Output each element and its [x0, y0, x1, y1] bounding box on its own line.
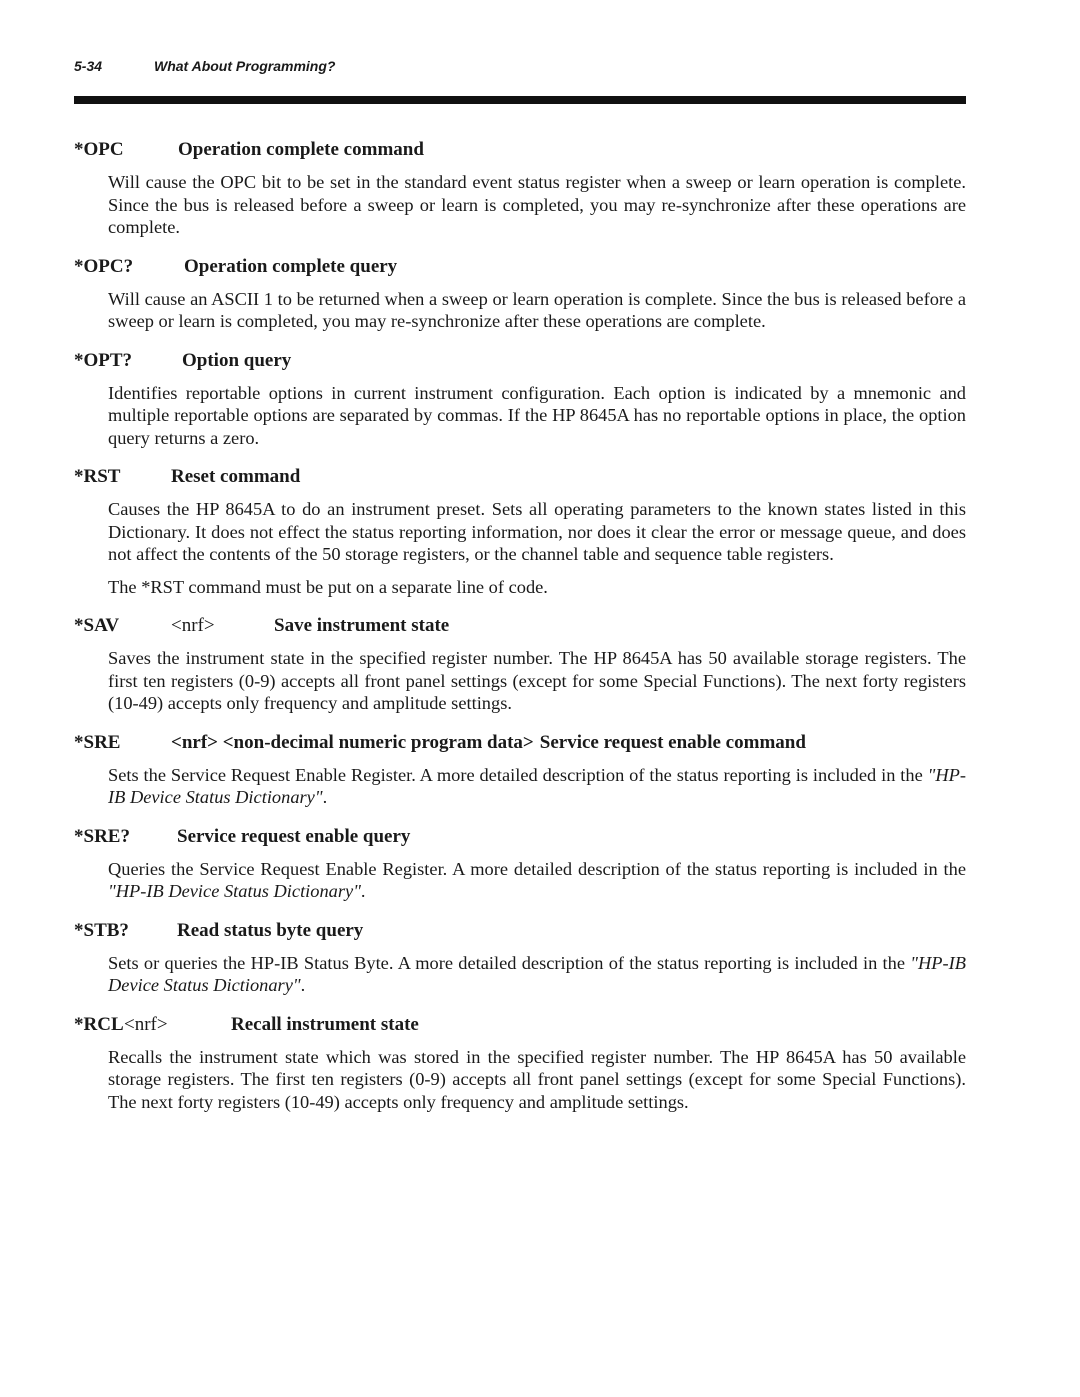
command-mnemonic: *SRE [74, 731, 121, 753]
command-title: Operation complete query [184, 255, 398, 277]
entry-description [108, 647, 966, 715]
page-number: 5-34 [74, 58, 103, 74]
entry-rcl [74, 1012, 966, 1114]
command-mnemonic: *OPT? [74, 349, 133, 371]
description-paragraph [108, 952, 966, 997]
entry-opc-query [74, 254, 966, 333]
entry-sav [74, 613, 966, 715]
command-parameter: <nrf> [124, 1013, 168, 1035]
entry-heading [74, 464, 966, 490]
entry-rst [74, 464, 966, 598]
entry-description [108, 288, 966, 333]
entry-heading [74, 254, 966, 280]
entry-description [108, 498, 966, 598]
entry-sre-query [74, 824, 966, 903]
command-title: Recall instrument state [231, 1013, 419, 1035]
entry-description [108, 764, 966, 809]
description-paragraph: Recalls the instrument state which was stored in the specified register number. The HP 8645A has 50 available storage registers. The first ten registers (0-9) accepts all front panel settings (except for some Special Functions). The next forty registers (10-49) accepts only frequency and amplitude settings. [108, 1046, 966, 1112]
entry-heading [74, 730, 966, 756]
command-title: Option query [182, 349, 292, 371]
page-header [74, 58, 335, 74]
entry-description [108, 858, 966, 903]
entry-opt-query [74, 348, 966, 450]
description-text: Sets the Service Request Enable Register. A more detailed description of the status reporting is included in the [108, 764, 928, 785]
header-rule [74, 96, 966, 104]
command-entries [74, 137, 966, 1128]
description-punctuation: . [300, 975, 306, 995]
description-text: Queries the Service Request Enable Register. A more detailed description of the status reporting is included in the [108, 858, 966, 879]
command-mnemonic: *OPC? [74, 255, 134, 277]
command-title: Service request enable query [177, 825, 411, 847]
document-reference: "HP-IB Device Status Dictionary" [108, 952, 966, 995]
entry-heading [74, 824, 966, 850]
description-punctuation: . [360, 881, 366, 901]
command-mnemonic: *SRE? [74, 825, 130, 847]
entry-heading [74, 613, 966, 639]
description-paragraph: Saves the instrument state in the specified register number. The HP 8645A has 50 available storage registers. The first ten registers (0-9) accepts all front panel settings (except for some Special Functions). The next forty registers (10-49) accepts only frequency and amplitude settings. [108, 648, 966, 713]
command-title: Save instrument state [274, 615, 450, 636]
entry-opc [74, 137, 966, 239]
entry-heading [74, 137, 966, 163]
description-paragraph: Identifies reportable options in current instrument configuration. Each option is indicated by a mnemonic and multiple reportable options are separated by commas. If the HP 8645A has no reportable options in place, the option query returns a zero. [108, 382, 966, 448]
description-punctuation: . [322, 787, 328, 807]
command-title: Operation complete command [178, 139, 424, 160]
chapter-title: What About Programming? [154, 58, 336, 74]
description-paragraph: Causes the HP 8645A to do an instrument preset. Sets all operating parameters to the known states listed in this Dictionary. It does not effect the status reporting information, nor does it clear the error or message queue, and does not affect the contents of the 50 storage registers, or the channel table and sequence table registers. [108, 499, 966, 564]
description-paragraph: Will cause the OPC bit to be set in the standard event status register when a sweep or learn operation is complete. Since the bus is released before a sweep or learn is completed, you may re-synchronize after these operations are complete. [108, 172, 966, 237]
entry-heading [74, 918, 966, 944]
description-text: Sets or queries the HP-IB Status Byte. A more detailed description of the status reporting is included in the [108, 952, 911, 973]
entry-heading [74, 348, 966, 374]
description-paragraph: Will cause an ASCII 1 to be returned when a sweep or learn operation is complete. Since the bus is released before a sweep or learn is completed, you may re-synchronize after these operations are complete. [108, 288, 966, 331]
command-parameter: <nrf> <non-decimal numeric program data> [171, 731, 534, 753]
command-parameter: <nrf> [171, 615, 215, 636]
description-note: The *RST command must be put on a separate line of code. [108, 576, 548, 597]
entry-sre [74, 730, 966, 809]
command-title: Reset command [171, 466, 301, 487]
command-mnemonic: *RCL [74, 1013, 124, 1035]
command-mnemonic: *SAV [74, 615, 120, 636]
command-mnemonic: *RST [74, 466, 121, 487]
document-reference: "HP-IB Device Status Dictionary" [108, 881, 361, 901]
entry-description [108, 382, 966, 450]
entry-stb-query [74, 918, 966, 997]
command-mnemonic: *OPC [74, 139, 124, 160]
entry-heading [74, 1012, 966, 1038]
command-title: Service request enable command [539, 731, 806, 753]
command-title: Read status byte query [177, 919, 364, 941]
entry-description [108, 952, 966, 997]
entry-description [108, 171, 966, 239]
document-reference: "HP-IB Device Status Dictionary" [108, 764, 966, 807]
command-mnemonic: *STB? [74, 919, 129, 941]
entry-description [108, 1046, 966, 1114]
description-paragraph [108, 764, 966, 809]
description-paragraph [108, 858, 966, 903]
